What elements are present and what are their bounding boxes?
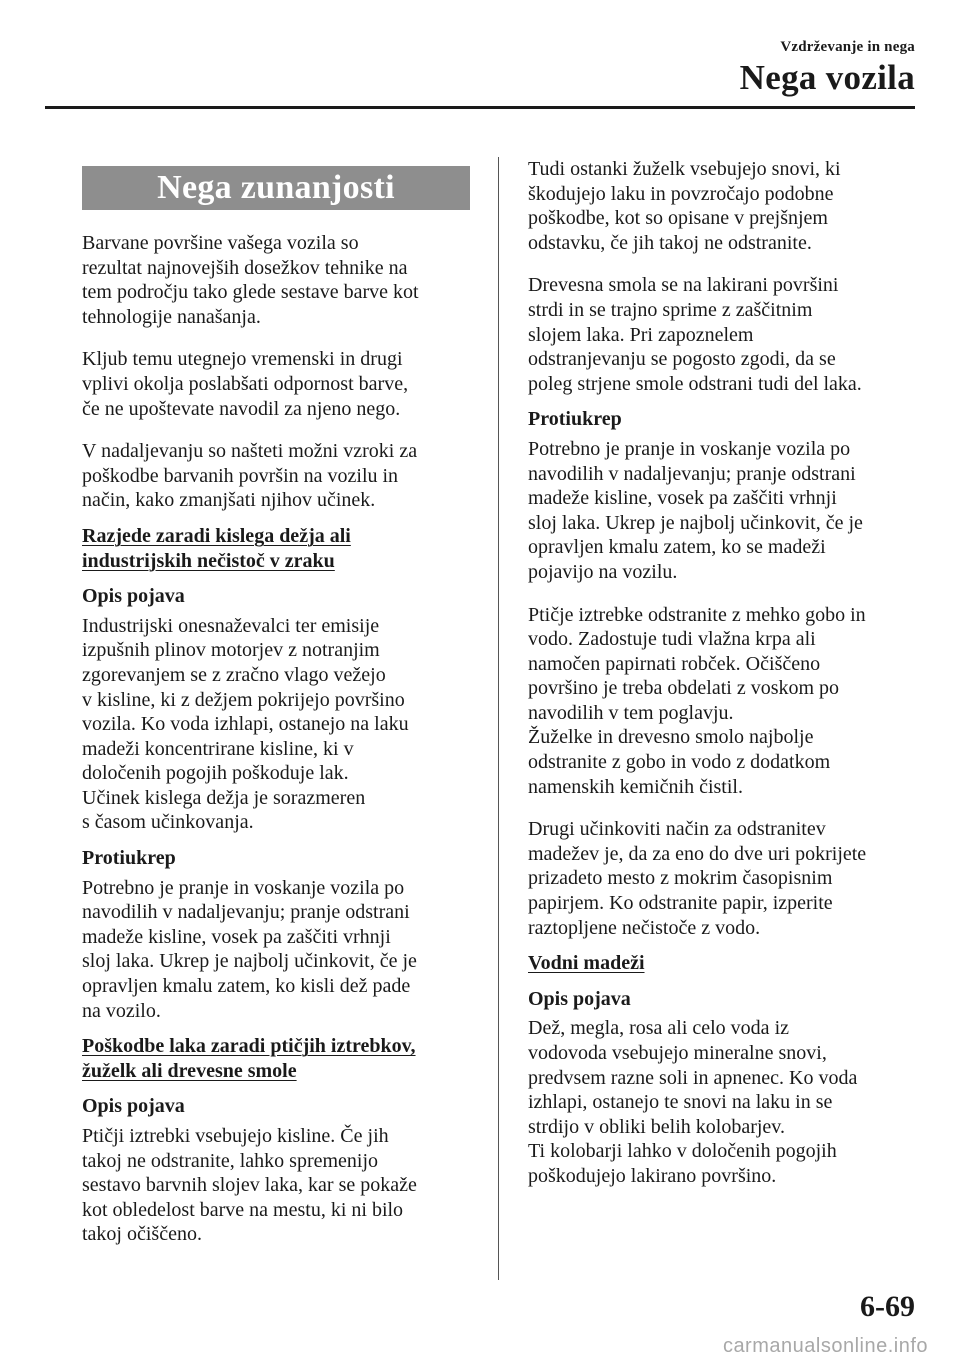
text-line: odstranjevanju se pogosto zgodi, da se bbox=[528, 348, 836, 371]
insects-paragraph bbox=[528, 157, 916, 255]
text-line: Drugi učinkoviti način za odstranitev bbox=[528, 818, 826, 841]
acid-countermeasure bbox=[82, 876, 470, 1024]
text-line: industrijskih nečistoč v zraku bbox=[82, 549, 335, 572]
text-line: madeži koncentrirane kisline, ki v bbox=[82, 737, 354, 760]
resin-paragraph bbox=[528, 273, 916, 396]
text-line: slojem laka. Pri zapoznelem bbox=[528, 323, 754, 346]
text-line: strdi in se trajno sprime z zaščitnim bbox=[528, 298, 813, 321]
text-line: navodilih v nadaljevanju; pranje odstrani bbox=[528, 462, 856, 485]
text-line: pojavijo na vozilu. bbox=[528, 560, 678, 583]
text-line: površino je treba obdelati z voskom po bbox=[528, 677, 840, 700]
bird-droppings-heading bbox=[82, 1034, 470, 1083]
text-line: Učinek kislega dežja je sorazmeren bbox=[82, 786, 366, 809]
water-spots-heading-text: Vodni madeži bbox=[528, 952, 645, 975]
text-line: vodo. Zadostuje tudi vlažna krpa ali bbox=[528, 628, 816, 651]
text-line: Ti kolobarji lahko v določenih pogojih bbox=[528, 1140, 837, 1163]
text-line: madeže kisline, vosek pa zaščiti vrhnji bbox=[82, 925, 391, 948]
text-line: predvsem razne soli in apnenec. Ko voda bbox=[528, 1066, 858, 1089]
text-line: izhlapi, ostanejo te snovi na laku in se bbox=[528, 1091, 833, 1114]
intro-paragraph-1 bbox=[82, 231, 470, 329]
text-line: Ptičje iztrebke odstranite z mehko gobo in bbox=[528, 603, 866, 626]
text-line: sloj laka. Ukrep je najbolj učinkovit, če je bbox=[528, 511, 863, 534]
text-line: Drevesna smola se na lakirani površini bbox=[528, 274, 839, 297]
text-line: poškodujejo lakirano površino. bbox=[528, 1164, 777, 1187]
text-line: odstavku, če jih takoj ne odstranite. bbox=[528, 231, 812, 254]
text-line: Dež, megla, rosa ali celo voda iz bbox=[528, 1017, 789, 1040]
text-line: sestavo barvnih slojev laka, kar se pokaže bbox=[82, 1174, 417, 1197]
page-title: Nega vozila bbox=[739, 58, 915, 97]
text-line: vplivi okolja poslabšati odpornost barve, bbox=[82, 372, 409, 395]
page-number: 6-69 bbox=[860, 1290, 915, 1323]
text-line: poškodbe, kot so opisane v prejšnjem bbox=[528, 207, 828, 230]
bird-countermeasure-label: Protiukrep bbox=[528, 408, 622, 431]
text-line: vozila. Ko voda izhlapi, ostanejo na laku bbox=[82, 713, 409, 736]
text-line: poleg strjene smole odstrani tudi del laka. bbox=[528, 372, 862, 395]
text-line: v kisline, ki z dežjem pokrijejo površino bbox=[82, 688, 405, 711]
text-line: namenskih kemičnih čistil. bbox=[528, 775, 743, 798]
header-rule bbox=[45, 106, 915, 109]
acid-rain-heading bbox=[82, 524, 470, 573]
text-line: strdijo v obliki belih kolobarjev. bbox=[528, 1115, 786, 1138]
text-line: škodujejo laku in povzročajo podobne bbox=[528, 182, 834, 205]
watermark: carmanualsonline.info bbox=[722, 1335, 928, 1357]
bird-description bbox=[82, 1124, 470, 1247]
text-line: madežev je, da za eno do dve uri pokrijete bbox=[528, 842, 867, 865]
section-banner: Nega zunanjosti bbox=[82, 166, 470, 210]
text-line: raztopljene nečistoče z vodo. bbox=[528, 916, 761, 939]
text-line: Ptičji iztrebki vsebujejo kisline. Če jih bbox=[82, 1125, 389, 1147]
text-line: vodovoda vsebujejo mineralne snovi, bbox=[528, 1042, 827, 1064]
text-line: Tudi ostanki žuželk vsebujejo snovi, ki bbox=[528, 158, 841, 180]
text-line: na vozilo. bbox=[82, 999, 161, 1022]
column-divider bbox=[498, 157, 499, 1280]
text-line: določenih pogojih poškoduje lak. bbox=[82, 762, 349, 785]
text-line: tehnologije nanašanja. bbox=[82, 305, 261, 328]
text-line: Žuželke in drevesno smolo najbolje bbox=[528, 726, 814, 749]
bird-countermeasure-2 bbox=[528, 603, 916, 800]
bird-countermeasure-3 bbox=[528, 817, 916, 940]
text-line: Razjede zaradi kislega dežja ali bbox=[82, 524, 351, 547]
right-column bbox=[528, 157, 916, 1189]
text-line: takoj ne odstranite, lahko spremenijo bbox=[82, 1149, 379, 1172]
water-spots-heading bbox=[528, 951, 916, 976]
section-label: Vzdrževanje in nega bbox=[780, 39, 915, 55]
text-line: V nadaljevanju so našteti možni vzroki za bbox=[82, 440, 418, 463]
acid-countermeasure-label: Protiukrep bbox=[82, 847, 176, 870]
text-line: tem področju tako glede sestave barve kot bbox=[82, 281, 419, 304]
text-line: rezultat najnovejših dosežkov tehnike na bbox=[82, 256, 408, 279]
text-line: žuželk ali drevesne smole bbox=[82, 1059, 297, 1082]
text-line: opravljen kmalu zatem, ko kisli dež pade bbox=[82, 975, 411, 998]
text-line: zgorevanjem se z zračno vlago vežejo bbox=[82, 663, 386, 686]
water-description-label: Opis pojava bbox=[528, 987, 631, 1010]
text-line: navodilih v nadaljevanju; pranje odstrani bbox=[82, 901, 410, 924]
text-line: Potrebno je pranje in voskanje vozila po bbox=[82, 876, 405, 899]
text-line: izpušnih plinov motorjev z notranjim bbox=[82, 639, 380, 662]
text-line: papirjem. Ko odstranite papir, izperite bbox=[528, 892, 833, 915]
text-line: odstranite z gobo in vodo z dodatkom bbox=[528, 751, 831, 774]
text-line: sloj laka. Ukrep je najbolj učinkovit, če je bbox=[82, 950, 417, 973]
intro-paragraph-2 bbox=[82, 347, 470, 421]
text-line: opravljen kmalu zatem, ko se madeži bbox=[528, 536, 826, 559]
text-line: takoj očiščeno. bbox=[82, 1223, 202, 1246]
text-line: Industrijski onesnaževalci ter emisije bbox=[82, 614, 380, 637]
text-line: Kljub temu utegnejo vremenski in drugi bbox=[82, 348, 403, 371]
acid-description-label: Opis pojava bbox=[82, 585, 185, 608]
bird-countermeasure-1 bbox=[528, 437, 916, 585]
text-line: Poškodbe laka zaradi ptičjih iztrebkov, bbox=[82, 1035, 416, 1058]
text-line: madeže kisline, vosek pa zaščiti vrhnji bbox=[528, 487, 837, 510]
text-line: če ne upoštevate navodil za njeno nego. bbox=[82, 397, 401, 420]
text-line: namočen papirnati robček. Očiščeno bbox=[528, 652, 821, 675]
bird-description-label: Opis pojava bbox=[82, 1095, 185, 1118]
text-line: prizadeto mesto z mokrim časopisnim bbox=[528, 867, 833, 890]
left-column bbox=[82, 157, 470, 1247]
text-line: poškodbe barvanih površin na vozilu in bbox=[82, 464, 399, 487]
intro-paragraph-3 bbox=[82, 439, 470, 513]
text-line: Potrebno je pranje in voskanje vozila po bbox=[528, 437, 851, 460]
text-line: Barvane površine vašega vozila so bbox=[82, 232, 359, 254]
water-description bbox=[528, 1016, 916, 1188]
text-line: s časom učinkovanja. bbox=[82, 811, 254, 834]
text-line: način, kako zmanjšati njihov učinek. bbox=[82, 489, 376, 512]
acid-description bbox=[82, 614, 470, 835]
text-line: kot obledelost barve na mestu, ki ni bilo bbox=[82, 1198, 404, 1221]
text-line: navodilih v tem poglavju. bbox=[528, 701, 734, 724]
